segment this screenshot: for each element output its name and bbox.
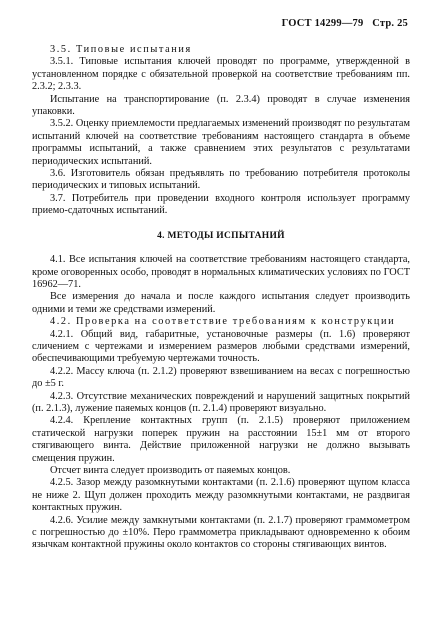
paragraph-3-5-2: 3.5.2. Оценку приемлемости предлагаемых изменений производят по результатам испытаний ключей на соответствие требованиям настоящего стандарта в объеме программы испытаний, а также сравнением этих результатов с результатами периодических испытаний.: [32, 118, 410, 167]
paragraph-4-1: 4.1. Все испытания ключей на соответствие требованиям настоящего стандарта, кроме оговоренных особо, проводят в нормальных климатических условиях по ГОСТ 16962—71.: [32, 254, 410, 290]
section-3-5-title: 3.5. Типовые испытания: [50, 44, 192, 55]
paragraph-4-2-4: 4.2.4. Крепление контактных групп (п. 2.1.5) проверяют приложением статической нагрузки поперек пружин на расстоянии 15±1 мм от второго стягивающего винта. Действие приложенной нагрузки не должно вызывать смещения пружин.: [32, 415, 410, 464]
standard-number: ГОСТ 14299—79: [281, 18, 364, 29]
paragraph-4-2-6: 4.2.6. Усилие между замкнутыми контактами (п. 2.1.7) проверяют граммометром с погрешностью до ±10%. Перо граммометра прикладывают одновременно к обоим язычкам контактной пружины около контактов со стороны стягивающих винтов.: [32, 514, 410, 551]
paragraph-3-5-1: 3.5.1. Типовые испытания ключей проводят по программе, утвержденной в установленном порядке с обязательной проверкой на соответствие требованиям пп. 2.3.2; 2.3.3.: [32, 56, 410, 93]
paragraph-3-5-1-b: Испытание на транспортирование (п. 2.3.4) проводят в случае изменения упаковки.: [32, 93, 410, 118]
paragraph-4-2-4-b: Отсчет винта следует производить от паяемых концов.: [50, 465, 291, 476]
body-text: [32, 44, 410, 552]
paragraph-3-6: 3.6. Изготовитель обязан предъявлять по требованию потребителя протоколы периодических и типовых испытаний.: [32, 168, 410, 192]
paragraph-4-2-5: 4.2.5. Зазор между разомкнутыми контактами (п. 2.1.6) проверяют щупом класса не ниже 2. Щуп должен проходить между разомкнутыми контактами, не раздвигая контактных пружин.: [32, 477, 410, 514]
section-4-heading: 4. МЕТОДЫ ИСПЫТАНИЙ: [157, 230, 285, 241]
paragraph-4-1-b: Все измерения до начала и после каждого испытания следует производить одними и теми же средствами измерений.: [32, 291, 410, 315]
paragraph-4-2-3: 4.2.3. Отсутствие механических повреждений и нарушений защитных покрытий (п. 2.1.3), лужение паяемых концов (п. 2.1.4) проверяют визуально.: [32, 390, 410, 414]
paragraph-3-7: 3.7. Потребитель при проведении входного контроля использует программу приемо-сдаточных испытаний.: [32, 192, 410, 217]
paragraph-4-2-1: 4.2.1. Общий вид, габаритные, установочные размеры (п. 1.6) проверяют сличением с чертежами и измерением размеров любыми средствами измерений, обеспечивающими требуемую чертежами точность.: [32, 328, 410, 365]
page-header: [276, 18, 408, 29]
page-number: Стр. 25: [372, 18, 408, 29]
section-4-2-title: 4.2. Проверка на соответствие требованиям к конструкции: [50, 316, 396, 328]
paragraph-4-2-2: 4.2.2. Массу ключа (п. 2.1.2) проверяют взвешиванием на весах с погрешностью до ±5 г.: [32, 365, 410, 390]
